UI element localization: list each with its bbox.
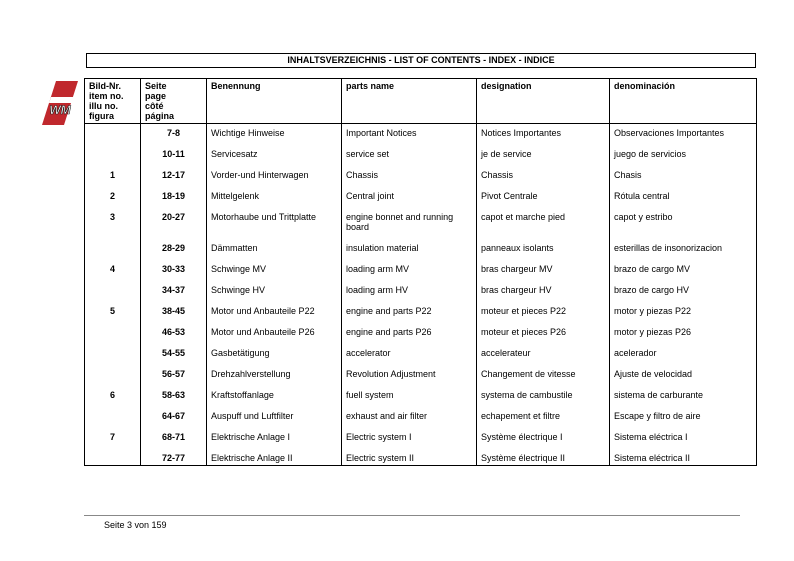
cell-english: engine and parts P22 xyxy=(342,302,477,323)
company-logo xyxy=(42,81,78,125)
header-german: Benennung xyxy=(207,79,342,124)
cell-german: Dämmatten xyxy=(207,239,342,260)
cell-german: Mittelgelenk xyxy=(207,187,342,208)
cell-french: panneaux isolants xyxy=(477,239,610,260)
cell-figure: 7 xyxy=(85,428,141,449)
page-number: Seite 3 von 159 xyxy=(104,520,167,530)
header-english: parts name xyxy=(342,79,477,124)
cell-english: Chassis xyxy=(342,166,477,187)
cell-german: Motor und Anbauteile P26 xyxy=(207,323,342,344)
cell-french: echapement et filtre xyxy=(477,407,610,428)
cell-spanish: Observaciones Importantes xyxy=(610,124,757,146)
table-row xyxy=(85,166,757,187)
cell-figure xyxy=(85,124,141,146)
cell-spanish: acelerador xyxy=(610,344,757,365)
cell-figure xyxy=(85,344,141,365)
cell-german: Schwinge HV xyxy=(207,281,342,302)
cell-english: loading arm MV xyxy=(342,260,477,281)
table-row xyxy=(85,145,757,166)
cell-page: 38-45 xyxy=(141,302,207,323)
cell-figure: 3 xyxy=(85,208,141,239)
table-row xyxy=(85,365,757,386)
header-row xyxy=(85,79,757,124)
cell-page: 18-19 xyxy=(141,187,207,208)
cell-french: moteur et pieces P22 xyxy=(477,302,610,323)
cell-page: 68-71 xyxy=(141,428,207,449)
table-row xyxy=(85,260,757,281)
table-row xyxy=(85,344,757,365)
cell-spanish: juego de servicios xyxy=(610,145,757,166)
cell-figure xyxy=(85,145,141,166)
cell-french: capot et marche pied xyxy=(477,208,610,239)
cell-figure xyxy=(85,323,141,344)
document-title: INHALTSVERZEICHNIS - LIST OF CONTENTS - INDEX - INDICE xyxy=(86,53,756,68)
cell-english: Electric system I xyxy=(342,428,477,449)
cell-french: Système électrique II xyxy=(477,449,610,466)
cell-french: moteur et pieces P26 xyxy=(477,323,610,344)
header-figure-de: Bild-Nr. xyxy=(89,81,122,91)
cell-figure: 2 xyxy=(85,187,141,208)
cell-english: service set xyxy=(342,145,477,166)
table-row xyxy=(85,208,757,239)
header-page xyxy=(141,79,207,124)
cell-spanish: Sistema eléctrica I xyxy=(610,428,757,449)
cell-german: Motorhaube und Trittplatte xyxy=(207,208,342,239)
cell-figure xyxy=(85,239,141,260)
table-row xyxy=(85,281,757,302)
cell-page: 30-33 xyxy=(141,260,207,281)
cell-french: Pivot Centrale xyxy=(477,187,610,208)
cell-spanish: Ajuste de velocidad xyxy=(610,365,757,386)
cell-page: 58-63 xyxy=(141,386,207,407)
cell-page: 10-11 xyxy=(141,145,207,166)
cell-page: 34-37 xyxy=(141,281,207,302)
cell-spanish: sistema de carburante xyxy=(610,386,757,407)
cell-french: Système électrique I xyxy=(477,428,610,449)
cell-french: bras chargeur HV xyxy=(477,281,610,302)
cell-spanish: Sistema eléctrica II xyxy=(610,449,757,466)
cell-spanish: Rótula central xyxy=(610,187,757,208)
cell-english: Electric system II xyxy=(342,449,477,466)
cell-english: engine bonnet and running board xyxy=(342,208,477,239)
cell-german: Motor und Anbauteile P22 xyxy=(207,302,342,323)
cell-figure xyxy=(85,365,141,386)
cell-english: loading arm HV xyxy=(342,281,477,302)
cell-french: bras chargeur MV xyxy=(477,260,610,281)
header-figure xyxy=(85,79,141,124)
cell-english: engine and parts P26 xyxy=(342,323,477,344)
table-row xyxy=(85,323,757,344)
cell-page: 64-67 xyxy=(141,407,207,428)
cell-spanish: brazo de cargo HV xyxy=(610,281,757,302)
cell-figure xyxy=(85,407,141,428)
header-page-fr: côté xyxy=(145,101,164,111)
cell-figure: 4 xyxy=(85,260,141,281)
table-row xyxy=(85,428,757,449)
header-figure-en: item no. xyxy=(89,91,124,101)
cell-english: Central joint xyxy=(342,187,477,208)
cell-spanish: Chasis xyxy=(610,166,757,187)
table-row xyxy=(85,124,757,146)
cell-german: Kraftstoffanlage xyxy=(207,386,342,407)
cell-figure: 5 xyxy=(85,302,141,323)
cell-english: Important Notices xyxy=(342,124,477,146)
footer-divider xyxy=(84,515,740,516)
cell-page: 7-8 xyxy=(141,124,207,146)
header-spanish: denominación xyxy=(610,79,757,124)
header-figure-fr: illu no. xyxy=(89,101,118,111)
cell-german: Schwinge MV xyxy=(207,260,342,281)
table-row xyxy=(85,239,757,260)
header-french: designation xyxy=(477,79,610,124)
cell-french: accelerateur xyxy=(477,344,610,365)
cell-page: 20-27 xyxy=(141,208,207,239)
cell-english: Revolution Adjustment xyxy=(342,365,477,386)
cell-english: accelerator xyxy=(342,344,477,365)
cell-figure xyxy=(85,281,141,302)
cell-french: systema de cambustile xyxy=(477,386,610,407)
cell-spanish: brazo de cargo MV xyxy=(610,260,757,281)
cell-english: insulation material xyxy=(342,239,477,260)
header-figure-es: figura xyxy=(89,111,115,121)
cell-german: Auspuff und Luftfilter xyxy=(207,407,342,428)
cell-page: 54-55 xyxy=(141,344,207,365)
cell-figure: 6 xyxy=(85,386,141,407)
cell-english: fuell system xyxy=(342,386,477,407)
cell-german: Elektrische Anlage II xyxy=(207,449,342,466)
cell-spanish: capot y estribo xyxy=(610,208,757,239)
cell-figure: 1 xyxy=(85,166,141,187)
contents-table xyxy=(84,78,757,466)
cell-figure xyxy=(85,449,141,466)
cell-page: 56-57 xyxy=(141,365,207,386)
cell-german: Drehzahlverstellung xyxy=(207,365,342,386)
cell-spanish: motor y piezas P22 xyxy=(610,302,757,323)
header-page-de: Seite xyxy=(145,81,167,91)
cell-german: Wichtige Hinweise xyxy=(207,124,342,146)
svg-text:WM: WM xyxy=(49,103,71,117)
cell-page: 72-77 xyxy=(141,449,207,466)
cell-english: exhaust and air filter xyxy=(342,407,477,428)
cell-german: Gasbetätigung xyxy=(207,344,342,365)
cell-spanish: motor y piezas P26 xyxy=(610,323,757,344)
cell-page: 46-53 xyxy=(141,323,207,344)
cell-german: Elektrische Anlage I xyxy=(207,428,342,449)
cell-spanish: Escape y filtro de aire xyxy=(610,407,757,428)
table-row xyxy=(85,407,757,428)
table-row xyxy=(85,449,757,466)
cell-french: Changement de vitesse xyxy=(477,365,610,386)
cell-german: Servicesatz xyxy=(207,145,342,166)
cell-french: Notices Importantes xyxy=(477,124,610,146)
table-row xyxy=(85,386,757,407)
cell-spanish: esterillas de insonorizacion xyxy=(610,239,757,260)
table-row xyxy=(85,302,757,323)
header-page-en: page xyxy=(145,91,167,101)
cell-page: 28-29 xyxy=(141,239,207,260)
cell-french: Chassis xyxy=(477,166,610,187)
table-row xyxy=(85,187,757,208)
cell-german: Vorder-und Hinterwagen xyxy=(207,166,342,187)
cell-french: je de service xyxy=(477,145,610,166)
cell-page: 12-17 xyxy=(141,166,207,187)
header-page-es: página xyxy=(145,111,175,121)
